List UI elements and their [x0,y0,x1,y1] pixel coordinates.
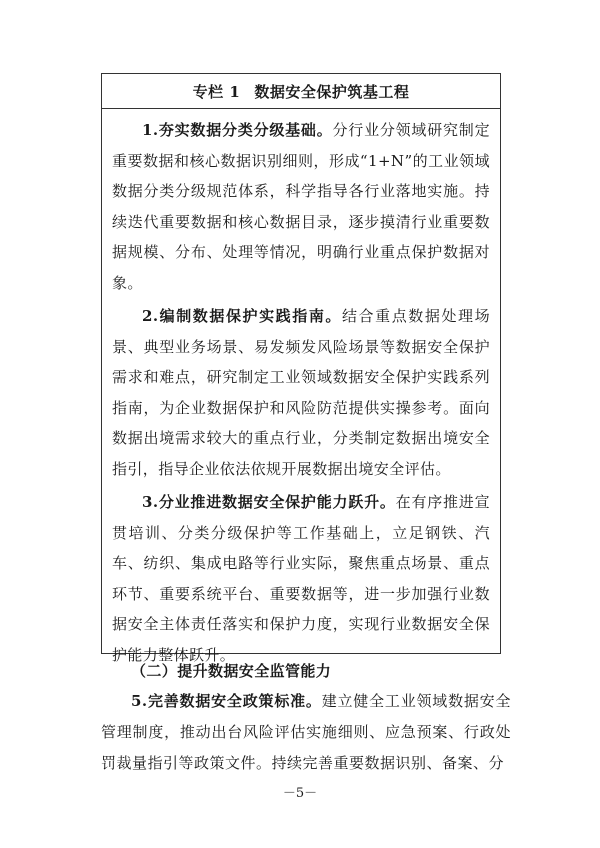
column-item-1-text: 分行业分领域研究制定重要数据和核心数据识别细则，形成“1+N”的工业领域数据分类分级规范体系，科学指导各行业落地实施。持续迭代重要数据和核心数据目录，逐步摸清行业重要数据规模、分布、处理等情况，明确行业重点保护数据对象。 [112,121,490,292]
section-heading: （二）提升数据安全监管能力 [131,662,332,680]
column-item-2-title: 2.编制数据保护实践指南。 [142,307,342,325]
column-item-1 [112,115,490,298]
special-column-box [101,73,501,664]
body-paragraph-title: 5.完善数据安全政策标准。 [131,692,322,710]
column-item-2-text: 结合重点数据处理场景、典型业务场景、易发频发风险场景等数据安全保护需求和难点，研究制定工业领域数据安全保护实践系列指南，为企业数据保护和风险防范提供实操参考。面向数据出境需求较大的重点行业，分类制定数据出境安全指引，指导企业依法依规开展数据出境安全评估。 [112,307,490,478]
column-title: 数据安全保护筑基工程 [254,82,410,101]
body-paragraph [101,686,511,779]
column-item-3 [112,487,490,670]
page-number: －5－ [282,786,318,801]
column-header [102,74,500,109]
column-body [102,109,500,670]
column-number: 专栏 1 [192,82,241,101]
column-item-3-text: 在有序推进宣贯培训、分类分级保护等工作基础上，立足钢铁、汽车、纺织、集成电路等行业实际，聚焦重点场景、重点环节、重要系统平台、重要数据等，进一步加强行业数据安全主体责任落实和保护力度，实现行业数据安全保护能力整体跃升。 [112,493,490,664]
column-item-3-title: 3.分业推进数据安全保护能力跃升。 [142,493,396,511]
column-item-1-title: 1.夯实数据分类分级基础。 [142,121,333,139]
body-paragraph-text: 建立健全工业领域数据安全管理制度，推动出台风险评估实施细则、应急预案、行政处罚裁量指引等政策文件。持续完善重要数据识别、备案、分 [101,692,511,772]
column-item-2 [112,301,490,484]
